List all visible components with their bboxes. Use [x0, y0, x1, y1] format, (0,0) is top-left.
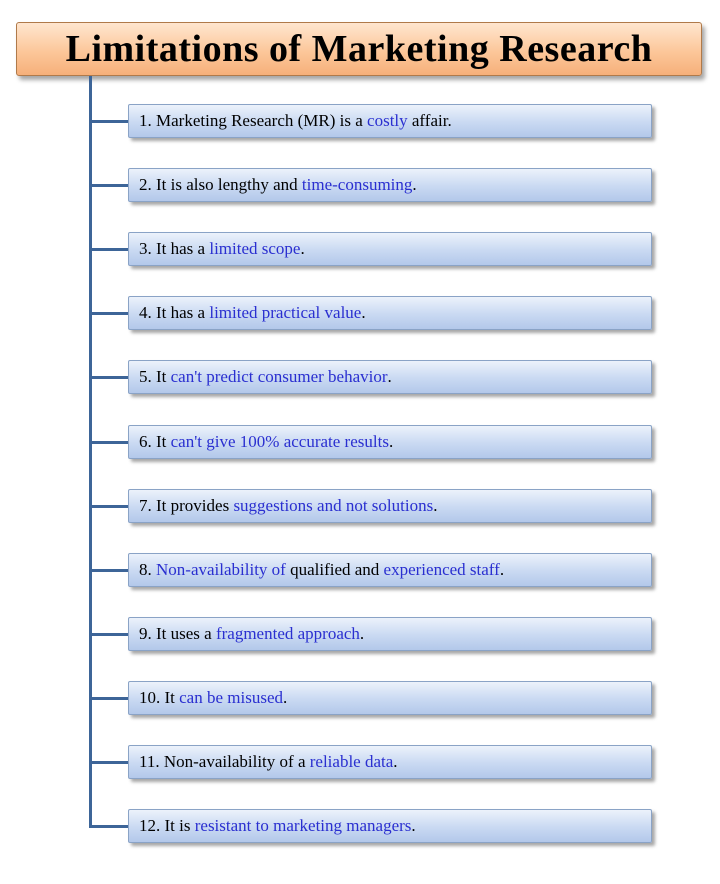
item-text: 6. It: [139, 432, 171, 451]
limitation-item: [128, 232, 652, 266]
limitation-item: [128, 489, 652, 523]
highlighted-text: fragmented approach: [215, 624, 360, 643]
item-text: 1. Marketing Research (MR) is a: [139, 111, 368, 130]
tree-trunk-line: [89, 76, 92, 828]
item-text: .: [411, 816, 416, 835]
connector-line: [89, 184, 129, 187]
highlighted-text: can't predict consumer behavior: [170, 367, 388, 386]
highlighted-text: time-consuming: [301, 175, 413, 194]
title-box: [16, 22, 702, 76]
item-text: .: [300, 239, 305, 258]
limitation-item: [128, 360, 652, 394]
connector-line: [89, 248, 129, 251]
highlighted-text: Non-availability of: [156, 560, 286, 579]
limitation-item: [128, 553, 652, 587]
connector-line: [89, 761, 129, 764]
item-text: 3. It has a: [139, 239, 210, 258]
highlighted-text: suggestions and not solutions: [233, 496, 434, 515]
item-text: 8.: [139, 560, 156, 579]
highlighted-text: limited practical value: [209, 303, 362, 322]
connector-line: [89, 569, 129, 572]
highlighted-text: limited scope: [209, 239, 301, 258]
item-text: 7. It provides: [139, 496, 234, 515]
limitation-item: [128, 425, 652, 459]
item-text: .: [388, 432, 394, 451]
highlighted-text: resistant to marketing managers: [194, 816, 412, 835]
item-text: qualified and: [285, 560, 384, 579]
connector-line: [89, 376, 129, 379]
item-text: affair.: [407, 111, 452, 130]
connector-line: [89, 312, 129, 315]
item-text: .: [499, 560, 505, 579]
highlighted-text: reliable data: [309, 752, 394, 771]
limitation-item: [128, 104, 652, 138]
highlighted-text: experienced staff: [383, 560, 500, 579]
item-text: 12. It is: [139, 816, 195, 835]
item-text: .: [412, 175, 417, 194]
item-text: .: [283, 688, 288, 707]
highlighted-text: can't give 100% accurate results: [170, 432, 389, 451]
limitation-item: [128, 745, 652, 779]
limitation-item: [128, 617, 652, 651]
item-text: 2. It is also lengthy and: [139, 175, 302, 194]
item-text: 9. It uses a: [139, 624, 216, 643]
connector-line: [89, 441, 129, 444]
item-text: 4. It has a: [139, 303, 210, 322]
item-text: .: [433, 496, 438, 515]
limitation-item: [128, 681, 652, 715]
limitation-item: [128, 296, 652, 330]
diagram-title: Limitations of Marketing Research: [65, 28, 653, 70]
item-text: .: [361, 303, 366, 322]
item-text: .: [387, 367, 392, 386]
connector-line: [89, 697, 129, 700]
item-text: .: [393, 752, 398, 771]
limitation-item: [128, 809, 652, 843]
item-text: 10. It: [139, 688, 180, 707]
connector-line: [89, 633, 129, 636]
connector-line: [89, 120, 129, 123]
highlighted-text: can be misused: [179, 688, 283, 707]
item-text: .: [359, 624, 365, 643]
item-text: 5. It: [139, 367, 171, 386]
connector-line: [89, 825, 129, 828]
limitation-item: [128, 168, 652, 202]
highlighted-text: costly: [367, 111, 408, 130]
item-text: 11. Non-availability of a: [139, 752, 310, 771]
connector-line: [89, 505, 129, 508]
